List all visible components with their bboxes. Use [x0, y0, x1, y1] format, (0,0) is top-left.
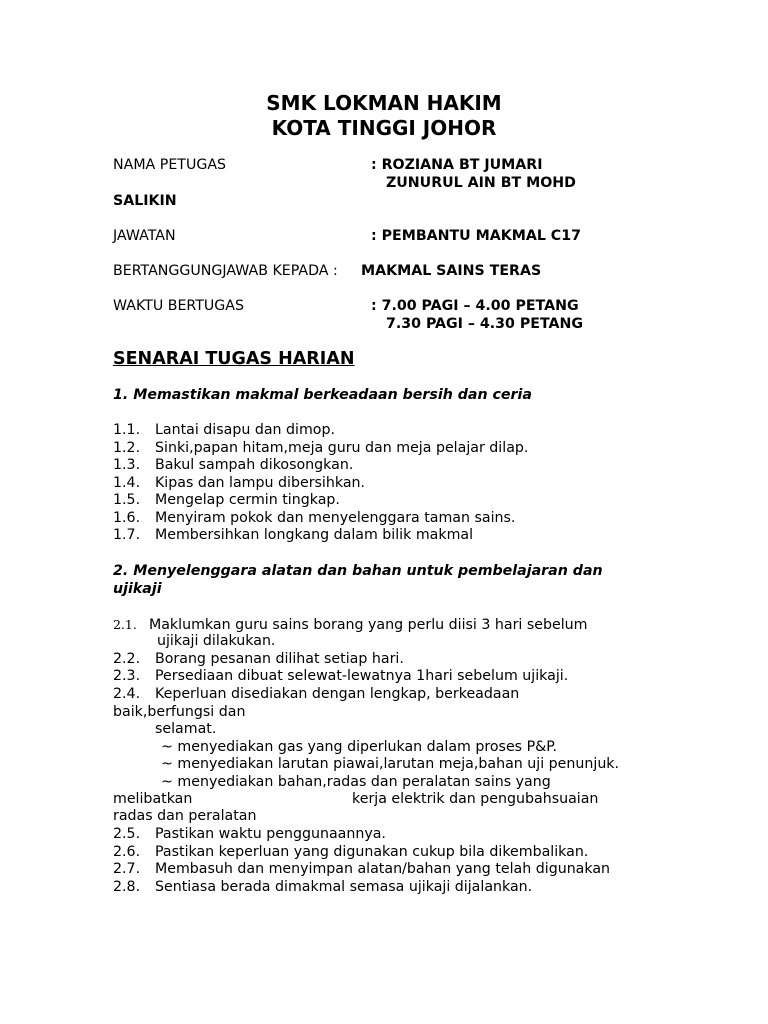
jawatan-label: JAWATAN [113, 228, 176, 244]
bertanggungjawab-value: MAKMAL SAINS TERAS [361, 263, 542, 279]
list-item: 1.6. Menyiram pokok dan menyelenggara taman sains. [113, 509, 516, 526]
list-item: 1.3. Bakul sampah dikosongkan. [113, 457, 354, 473]
bertanggungjawab-label: BERTANGGUNGJAWAB KEPADA : [113, 263, 338, 279]
list-item-continuation: ujikaji dilakukan. [157, 633, 276, 649]
list-item: 2.8. Sentiasa berada dimakmal semasa ujikaji dijalankan. [113, 879, 533, 895]
jawatan-value: : PEMBANTU MAKMAL C17 [371, 228, 581, 244]
list-item: 2.6. Pastikan keperluan yang digunakan cukup bila dikembalikan. [113, 844, 589, 860]
waktu-bertugas-label: WAKTU BERTUGAS [113, 298, 244, 314]
sub-item: ~ menyediakan larutan piawai,larutan meja,bahan uji penunjuk. [161, 756, 620, 772]
section2-heading-line-2: ujikaji [113, 581, 162, 597]
waktu-bertugas-value-2: 7.30 PAGI – 4.30 PETANG [386, 316, 584, 332]
list-item: 2.4. Keperluan disediakan dengan lengkap, berkeadaan [113, 686, 520, 702]
list-item: 1.1. Lantai disapu dan dimop. [113, 422, 336, 438]
list-item: 2.3. Persediaan dibuat selewat-lewatnya 1hari sebelum ujikaji. [113, 668, 569, 684]
section-title: SENARAI TUGAS HARIAN [113, 349, 355, 369]
nama-petugas-label: NAMA PETUGAS [113, 157, 227, 173]
list-item: 1.4. Kipas dan lampu dibersihkan. [113, 474, 366, 491]
nama-petugas-value-2: ZUNURUL AIN BT MOHD [386, 175, 576, 191]
list-item: 2.1. Maklumkan guru sains borang yang perlu diisi 3 hari sebelum [113, 617, 588, 633]
list-item: 2.5. Pastikan waktu penggunaannya. [113, 826, 386, 842]
nama-petugas-value-1: : ROZIANA BT JUMARI [371, 157, 543, 173]
list-item: 2.7. Membasuh dan menyimpan alatan/bahan yang telah digunakan [113, 861, 611, 877]
sub-item-continuation: melibatkan [113, 791, 193, 807]
list-item: 2.2. Borang pesanan dilihat setiap hari. [113, 651, 404, 667]
section2-heading-line-1: 2. Menyelenggara alatan dan bahan untuk pembelajaran dan [113, 563, 603, 579]
nama-petugas-value-3: SALIKIN [113, 193, 177, 209]
list-item-continuation: baik,berfungsi dan [113, 704, 246, 720]
waktu-bertugas-value-1: : 7.00 PAGI – 4.00 PETANG [371, 298, 579, 314]
sub-item: ~ menyediakan gas yang diperlukan dalam proses P&P. [161, 739, 558, 755]
sub-item-continuation: radas dan peralatan [113, 808, 257, 824]
school-location: KOTA TINGGI JOHOR [271, 116, 497, 140]
list-item: 1.7. Membersihkan longkang dalam bilik makmal [113, 527, 474, 543]
school-name: SMK LOKMAN HAKIM [266, 91, 502, 115]
list-item: 1.5. Mengelap cermin tingkap. [113, 492, 340, 508]
list-item: 1.2. Sinki,papan hitam,meja guru dan meja pelajar dilap. [113, 439, 529, 456]
section1-heading: 1. Memastikan makmal berkeadaan bersih dan ceria [113, 387, 532, 403]
sub-item-continuation: kerja elektrik dan pengubahsuaian [352, 791, 599, 807]
sub-item: ~ menyediakan bahan,radas dan peralatan sains yang [161, 774, 551, 790]
list-item-continuation: selamat. [155, 721, 217, 737]
